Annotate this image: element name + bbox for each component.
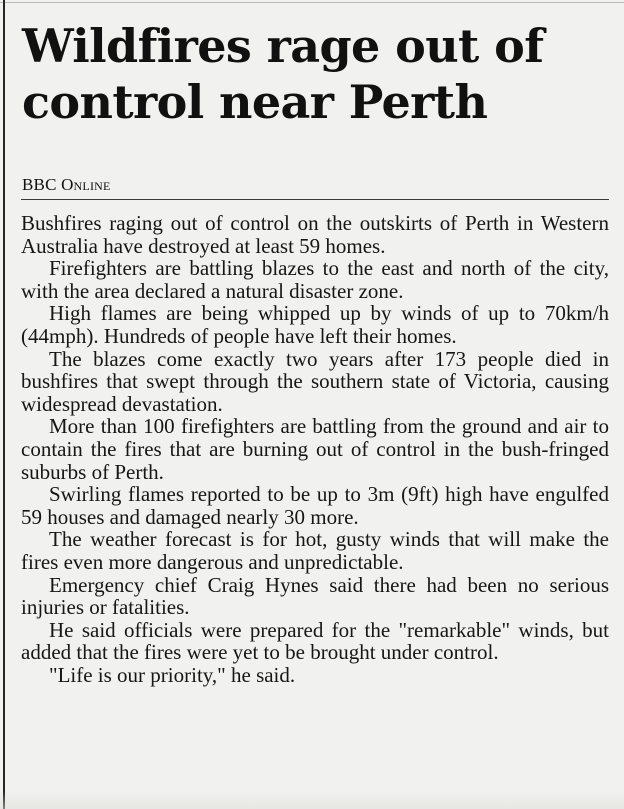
paragraph: Swirling flames reported to be up to 3m (9ft) high have engulfed 59 houses and damaged nearly 30 more. xyxy=(21,482,609,529)
paragraph: The blazes come exactly two years after 173 people died in bushfires that swept through the southern state of Victoria, causing widespread devastation. xyxy=(21,346,609,416)
top-border-rule xyxy=(0,2,624,3)
paragraph: The weather forecast is for hot, gusty winds that will make the fires even more dangerous and unpredictable. xyxy=(21,527,609,574)
headline: Wildfires rage out of control near Perth xyxy=(22,19,544,129)
bottom-edge-shading xyxy=(0,791,624,809)
paragraph: Bushfires raging out of control on the outskirts of Perth in Western Australia have destroyed at least 59 homes. xyxy=(21,211,609,258)
paragraph: High flames are being whipped up by winds of up to 70km/h (44mph). Hundreds of people have left their homes. xyxy=(21,301,609,348)
paragraph: "Life is our priority," he said. xyxy=(49,662,296,687)
column-divider-rule xyxy=(3,0,5,809)
paragraph: Emergency chief Craig Hynes said there had been no serious injuries or fatalities. xyxy=(21,572,609,620)
paragraph: More than 100 firefighters are battling from the ground and air to contain the fires that are burning out of control in the bush-fringed suburbs of Perth. xyxy=(21,414,609,484)
paragraph: He said officials were prepared for the "remarkable" winds, but added that the fires were yet to be brought under control. xyxy=(21,617,609,665)
paragraph: Firefighters are battling blazes to the east and north of the city, with the area declared a natural disaster zone. xyxy=(21,256,609,303)
byline: BBC Online xyxy=(22,175,111,194)
article-body xyxy=(21,212,609,686)
byline-divider xyxy=(21,199,609,200)
